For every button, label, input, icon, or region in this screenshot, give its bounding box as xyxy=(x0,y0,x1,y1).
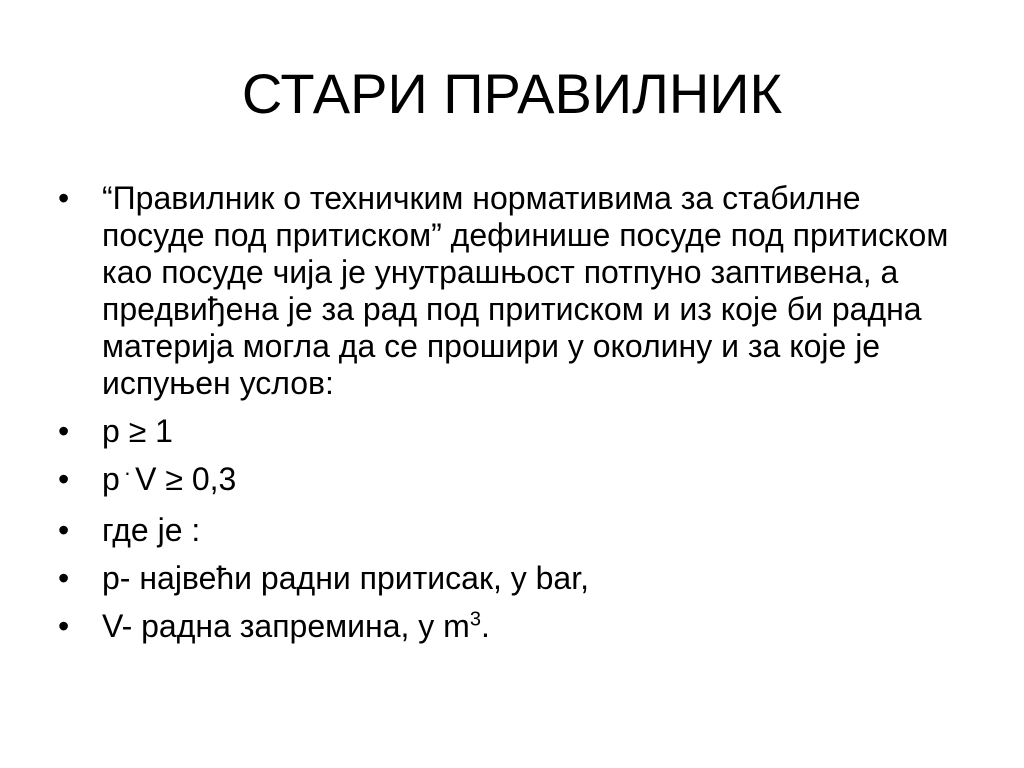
bullet-icon: • xyxy=(58,560,70,596)
bullet-text-post: V ≥ 0,3 xyxy=(135,461,237,497)
bullet-p-definition xyxy=(58,560,958,597)
bullet-definition xyxy=(58,180,958,402)
bullet-icon: • xyxy=(58,413,70,449)
bullet-text-post: . xyxy=(480,608,490,644)
bullet-text-pre: V- радна запремина, у m xyxy=(102,608,470,644)
bullet-icon: • xyxy=(58,180,70,216)
bullet-icon: • xyxy=(58,461,70,497)
bullet-text: p- највећи радни притисак, у bar, xyxy=(102,560,589,596)
bullet-where xyxy=(58,512,958,549)
bullet-pressure-condition xyxy=(58,413,958,450)
bullet-text-pre: p xyxy=(102,461,120,497)
slide-title: СТАРИ ПРАВИЛНИК xyxy=(241,62,783,125)
bullet-v-definition xyxy=(58,608,958,645)
bullet-icon: • xyxy=(58,608,70,644)
bullet-icon: • xyxy=(58,512,70,548)
bullet-product-condition xyxy=(58,461,958,501)
bullet-text: “Правилник о техничким нормативима за стабилне посуде под притиском” дефинише посуде под притиском као посуде чија је унутрашњост потпуно заптивена, а предвиђена је за рад под притиском и из које би радна материја могла да се прошири у околину и за које је испуњен услов: xyxy=(102,180,949,401)
multiply-dot: · xyxy=(123,460,132,485)
bullet-text: p ≥ 1 xyxy=(102,413,173,449)
bullet-text: где је : xyxy=(102,512,201,548)
superscript: 3 xyxy=(469,608,481,631)
bullet-list xyxy=(58,180,958,656)
